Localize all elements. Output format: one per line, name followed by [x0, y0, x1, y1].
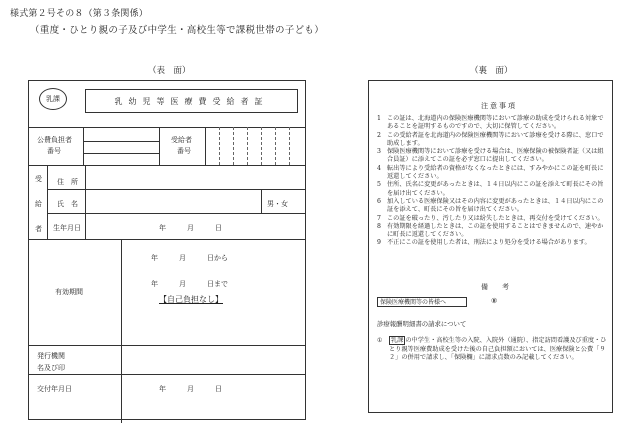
back-card: [368, 80, 613, 413]
recipient-char-3: 者: [35, 225, 42, 233]
payer-number-label-2: 番号: [47, 147, 61, 155]
footnote-text: [389, 337, 609, 363]
form-number: 様式第２号その８（第３条関係）: [10, 9, 149, 19]
footnote-body: の中学生・高校生等の入院、入院外（通院）、指定訪問看護及び重度・ひとり親等医療費助成を受けた後の自己負担額においては、医療保険と公費「９２」の併用で請求し、「保険欄」に請求点数のみ記載してください。: [389, 337, 607, 362]
circle-stamp: 乳課: [39, 88, 67, 110]
back-side-label: （裏 面）: [470, 66, 513, 76]
claim-line: 診療報酬明細書の請求について: [377, 320, 467, 328]
address-label: 住 所: [57, 178, 78, 186]
validity-from: 年 月 日から: [151, 254, 228, 262]
issuer-label: 発行機関: [37, 352, 65, 360]
note-7: 7 この証を破ったり、汚したり又は紛失したときは、再交付を受けてください。: [377, 214, 604, 222]
birthdate-label: 生年月日: [53, 224, 81, 232]
birthdate-value: 年 月 日: [159, 224, 222, 232]
recipient-char-1: 受: [35, 175, 42, 183]
issuer-label-2: 名及び印: [37, 364, 65, 372]
front-side-label: （表 面）: [148, 66, 191, 76]
biko-number: ⑧: [491, 297, 498, 305]
issue-date-value: 年 月 日: [159, 385, 222, 393]
front-card: [28, 80, 306, 420]
note-3: 3 保険医療機関等において診療を受ける場合は、医療保険の被保険者証（又は組合員証）に添えてこの証を必ず窓口に提出してください。: [377, 148, 604, 164]
issue-date-label: 交付年月日: [37, 385, 72, 393]
biko-title: 備 考: [481, 283, 509, 291]
gender-label: 男・女: [267, 200, 288, 208]
note-6: 6 加入している医療保険又はその内容に変更があったときは、１４日以内にこの証を添えて、町長にその旨を届け出てください。: [377, 197, 604, 214]
certificate-title: 乳幼児等医療費受給者証: [85, 89, 298, 113]
validity-to: 年 月 日まで: [151, 280, 228, 288]
notes-title: 注意事項: [481, 102, 517, 110]
copay-note: 【自己負担なし】: [159, 295, 223, 304]
notes-list: [377, 115, 609, 248]
recipient-number-label-2: 番号: [177, 147, 191, 155]
note-2: 2 この受給者証を北海道内の保険医療機関等において診療を受ける際に、窓口で助成します。: [377, 131, 604, 147]
validity-label: 有効期間: [55, 288, 83, 296]
name-label: 氏 名: [57, 200, 78, 208]
form-subtitle: （重度・ひとり親の子及び中学生・高校生等で課税世帯の子ども）: [30, 25, 325, 36]
footnote: [377, 337, 609, 363]
note-4: 4 転出等により受給者の資格がなくなったときには、すみやかにこの証を町長に返還してください。: [377, 164, 604, 181]
note-9: 9 不正にこの証を使用した者は、刑法により処分を受ける場合があります。: [377, 239, 591, 247]
note-5: 5 住所、氏名に変更があったときは、１４日以内にこの証を添えて町長にその旨を届け出てください。: [377, 181, 604, 197]
footnote-number: ①: [377, 337, 383, 344]
payer-number-label: 公費負担者: [37, 136, 72, 144]
recipient-number-label: 受給者: [171, 136, 192, 144]
note-8: 8 有効期限を経過したときは、この証を使用することはできませんので、速やかに町長に返還してください。: [377, 222, 604, 239]
footnote-prefix: 乳課: [391, 337, 404, 344]
note-1: 1 この証は、北海道内の保険医療機関等において診療の助成を受けられる対象であることを証明するものですので、大切に保管してください。: [377, 115, 604, 131]
recipient-char-2: 給: [35, 200, 42, 208]
biko-box: 保険医療機関等の皆様へ: [377, 297, 467, 307]
